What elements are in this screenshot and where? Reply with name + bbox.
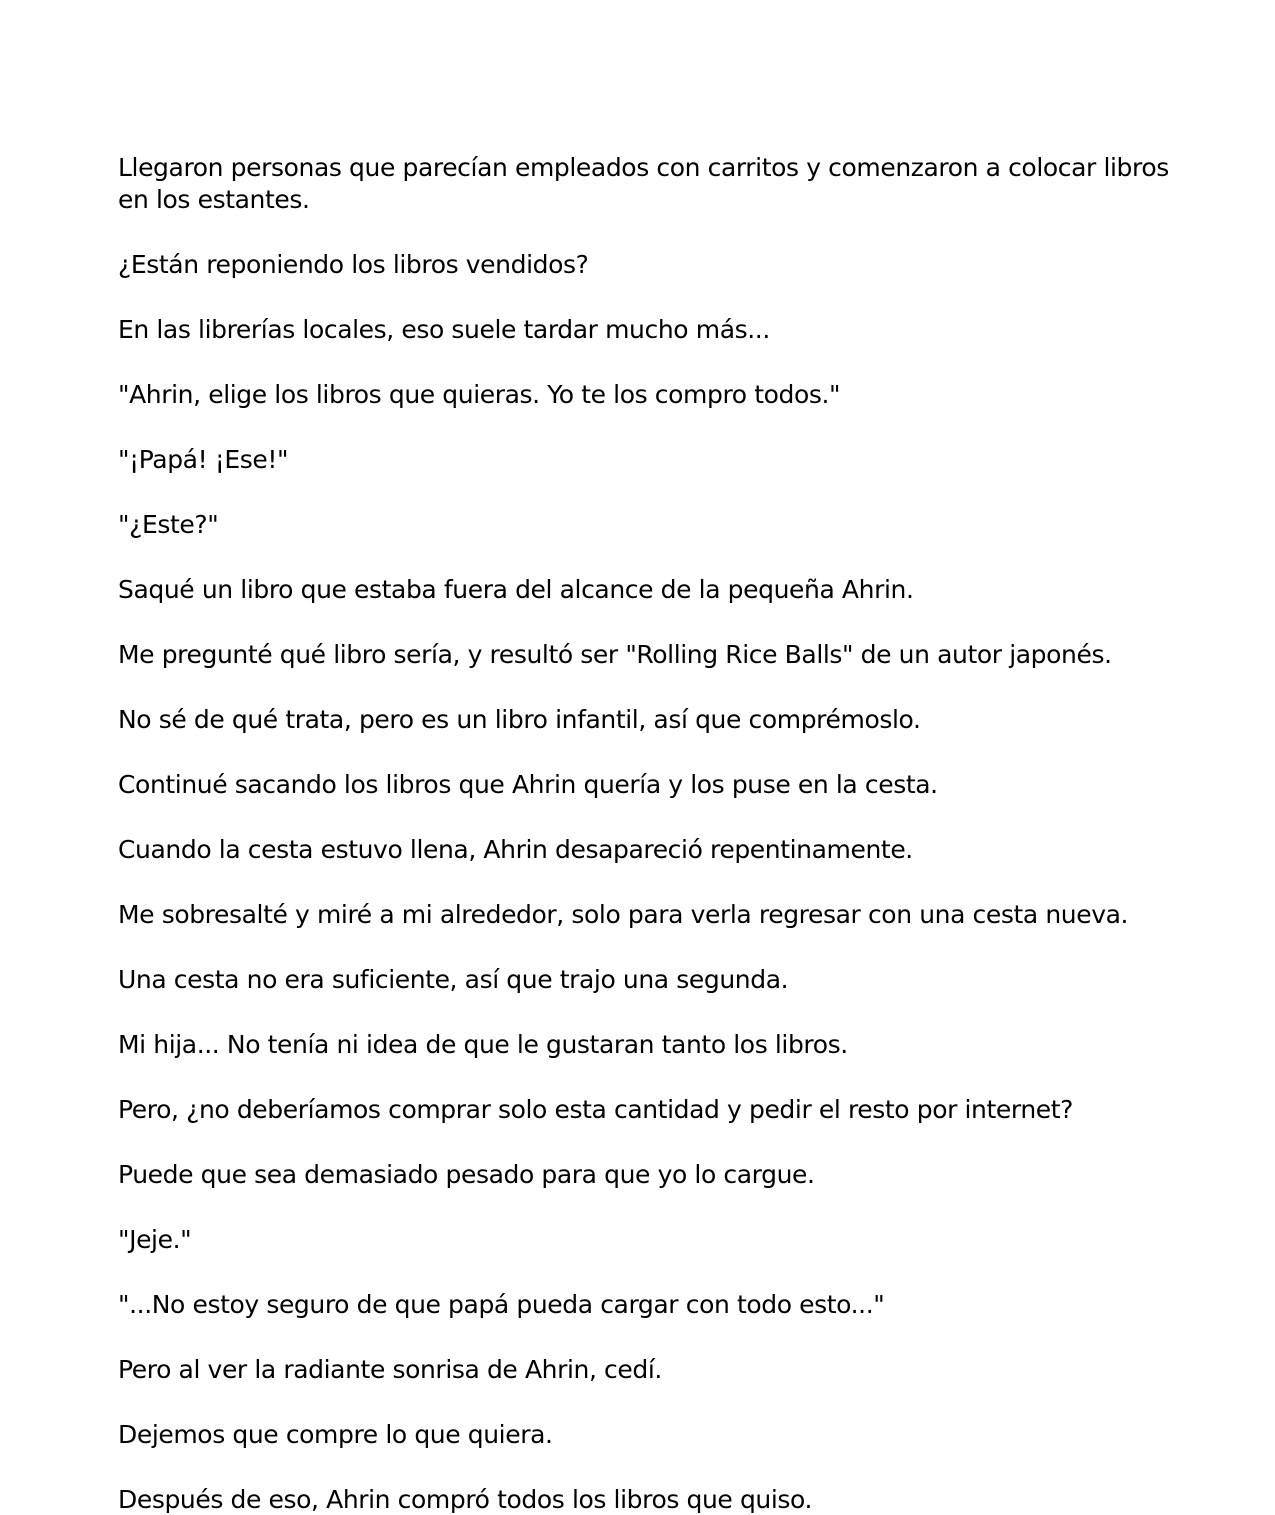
paragraph: "¡Papá! ¡Ese!" [118,445,289,474]
paragraph: Mi hija... No tenía ni idea de que le gustaran tanto los libros. [118,1030,848,1059]
paragraph: Llegaron personas que parecían empleados con carritos y comenzaron a colocar libros en los estantes. [118,153,1169,214]
paragraph: ¿Están reponiendo los libros vendidos? [118,250,589,279]
paragraph: En las librerías locales, eso suele tardar mucho más... [118,315,770,344]
paragraph: Pero al ver la radiante sonrisa de Ahrin, cedí. [118,1355,662,1384]
body-text [118,152,1178,1515]
paragraph: Dejemos que compre lo que quiera. [118,1420,553,1449]
paragraph: "Ahrin, elige los libros que quieras. Yo te los compro todos." [118,380,841,409]
paragraph: No sé de qué trata, pero es un libro infantil, así que comprémoslo. [118,705,921,734]
paragraph: Me pregunté qué libro sería, y resultó ser "Rolling Rice Balls" de un autor japonés. [118,640,1112,669]
paragraph: Cuando la cesta estuvo llena, Ahrin desapareció repentinamente. [118,835,913,864]
paragraph: "...No estoy seguro de que papá pueda cargar con todo esto..." [118,1290,885,1319]
paragraph: "¿Este?" [118,510,219,539]
paragraph: Una cesta no era suficiente, así que trajo una segunda. [118,965,789,994]
paragraph: Continué sacando los libros que Ahrin quería y los puse en la cesta. [118,770,938,799]
paragraph: Puede que sea demasiado pesado para que yo lo cargue. [118,1160,815,1189]
paragraph: "Jeje." [118,1225,192,1254]
paragraph: Pero, ¿no deberíamos comprar solo esta cantidad y pedir el resto por internet? [118,1095,1074,1124]
paragraph: Me sobresalté y miré a mi alrededor, solo para verla regresar con una cesta nueva. [118,900,1129,929]
paragraph: Saqué un libro que estaba fuera del alcance de la pequeña Ahrin. [118,575,914,604]
paragraph: Después de eso, Ahrin compró todos los libros que quiso. [118,1485,813,1514]
